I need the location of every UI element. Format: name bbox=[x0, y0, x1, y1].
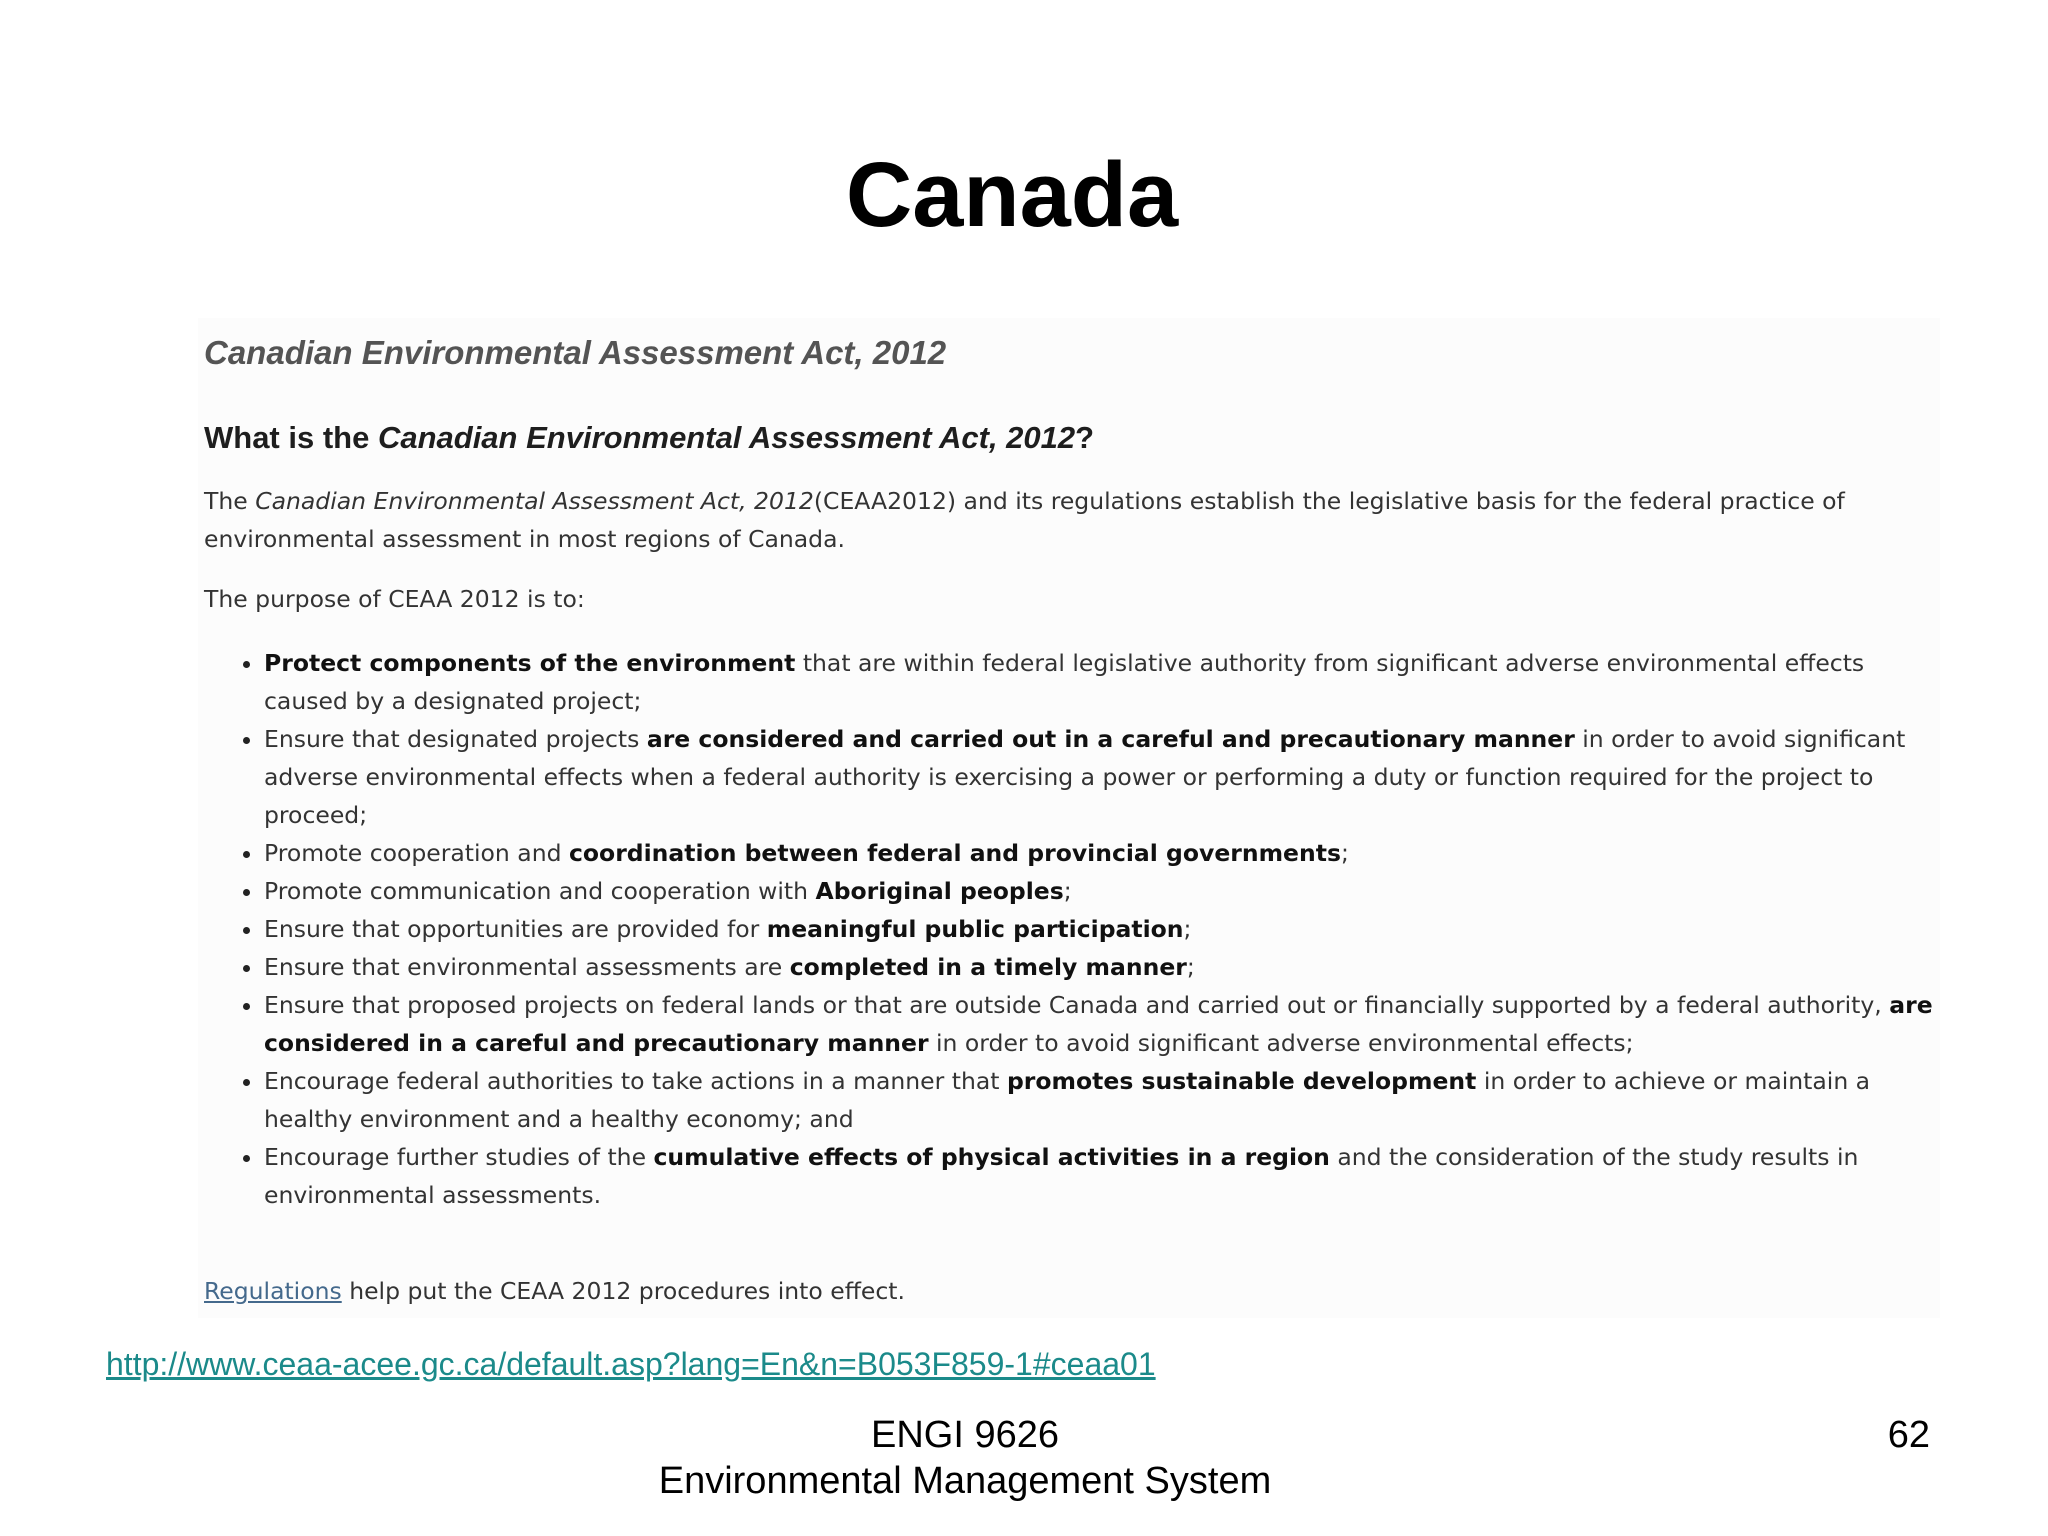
list-item bbox=[264, 910, 1944, 948]
intro-prefix: The bbox=[204, 487, 256, 515]
question-suffix: ? bbox=[1075, 420, 1095, 455]
list-item bbox=[264, 834, 1944, 872]
slide-title: Canada bbox=[845, 144, 1179, 246]
item-text: in order to avoid significant adverse environmental effects when a federal authority is exercising a power or performing a duty or function required for the project to proceed; bbox=[264, 725, 1906, 829]
intro-suffix: (CEAA2012) and its regulations establish the legislative basis for the federal practice of environmental assessment in most regions of Canada. bbox=[204, 487, 1845, 553]
item-text: ; bbox=[1340, 839, 1349, 867]
page-number: 62 bbox=[1887, 1414, 1930, 1456]
item-text: and the consideration of the study results in environmental assessments. bbox=[264, 1143, 1859, 1209]
item-text: in order to achieve or maintain a healthy environment and a healthy economy; and bbox=[264, 1067, 1871, 1133]
list-item bbox=[264, 986, 1944, 1062]
item-bold-text: Aboriginal peoples bbox=[815, 877, 1064, 905]
item-bold-text: completed in a timely manner bbox=[789, 953, 1187, 981]
item-bold-text: Protect components of the environment bbox=[264, 649, 796, 677]
item-text: in order to avoid significant adverse environmental effects; bbox=[928, 1029, 1634, 1057]
item-text: ; bbox=[1183, 915, 1192, 943]
item-bold-text: are considered in a careful and precautionary manner bbox=[264, 991, 1933, 1057]
item-text: Ensure that environmental assessments are bbox=[264, 953, 790, 981]
footer-course-name: Environmental Management System bbox=[658, 1460, 1272, 1502]
purpose-list bbox=[204, 644, 1944, 1214]
list-item bbox=[264, 1062, 1944, 1138]
question-prefix: What is the bbox=[204, 420, 378, 455]
list-item bbox=[264, 720, 1944, 834]
item-text: ; bbox=[1063, 877, 1072, 905]
list-item bbox=[264, 644, 1944, 720]
item-bold-text: cumulative effects of physical activities in a region bbox=[653, 1143, 1330, 1171]
item-text: Encourage federal authorities to take actions in a manner that bbox=[264, 1067, 1007, 1095]
list-item bbox=[264, 948, 1944, 986]
regulations-text: help put the CEAA 2012 procedures into effect. bbox=[341, 1277, 905, 1305]
item-bold-text: promotes sustainable development bbox=[1006, 1067, 1477, 1095]
list-item bbox=[264, 872, 1944, 910]
slide-footer bbox=[0, 1412, 1930, 1504]
item-text: Promote communication and cooperation with bbox=[264, 877, 816, 905]
regulations-line bbox=[204, 1272, 905, 1310]
item-text: that are within federal legislative authority from significant adverse environmental effects caused by a designated project; bbox=[264, 649, 1865, 715]
source-url-link[interactable]: http://www.ceaa-acee.gc.ca/default.asp?lang=En&n=B053F859-1#ceaa01 bbox=[106, 1346, 1156, 1382]
act-heading: Canadian Environmental Assessment Act, 2012 bbox=[204, 334, 947, 371]
item-bold-text: meaningful public participation bbox=[766, 915, 1184, 943]
purpose-statement: The purpose of CEAA 2012 is to: bbox=[204, 585, 585, 613]
item-text: Promote cooperation and bbox=[264, 839, 569, 867]
item-text: Ensure that designated projects bbox=[264, 725, 647, 753]
intro-paragraph bbox=[204, 482, 1924, 558]
item-bold-text: coordination between federal and provincial governments bbox=[568, 839, 1341, 867]
question-emphasis: Canadian Environmental Assessment Act, 2012 bbox=[377, 420, 1076, 455]
item-text: Encourage further studies of the bbox=[264, 1143, 654, 1171]
intro-emphasis: Canadian Environmental Assessment Act, 2012 bbox=[255, 487, 814, 515]
list-item bbox=[264, 1138, 1944, 1214]
embedded-webpage-screenshot bbox=[198, 318, 1940, 1318]
item-text: Ensure that opportunities are provided for bbox=[264, 915, 767, 943]
question-heading bbox=[204, 420, 1094, 456]
item-text: ; bbox=[1186, 953, 1195, 981]
item-bold-text: are considered and carried out in a careful and precautionary manner bbox=[646, 725, 1575, 753]
regulations-link[interactable]: Regulations bbox=[204, 1277, 342, 1305]
item-text: Ensure that proposed projects on federal lands or that are outside Canada and carried out or financially supported by a federal authority, bbox=[264, 991, 1890, 1019]
footer-course-code: ENGI 9626 bbox=[871, 1414, 1059, 1456]
